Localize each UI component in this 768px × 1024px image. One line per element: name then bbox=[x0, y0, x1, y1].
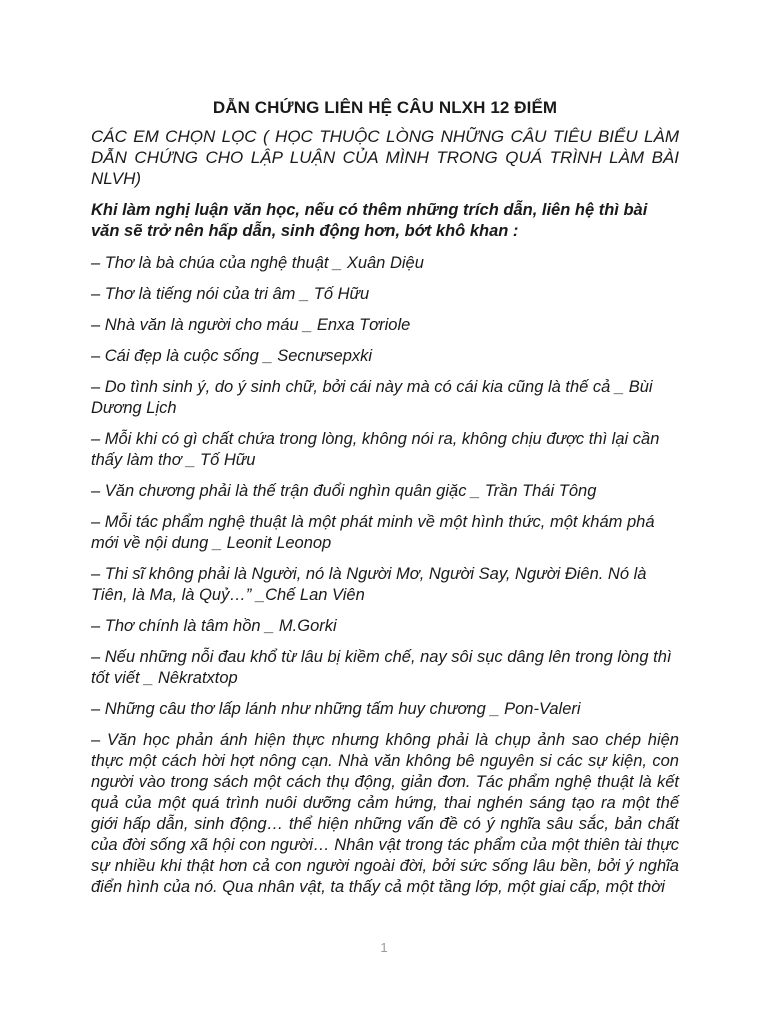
quote-item: – Nhà văn là người cho máu _ Enxa Tơriole bbox=[91, 316, 411, 334]
quote-item: – Mỗi khi có gì chất chứa trong lòng, không nói ra, không chịu được thì lại cần thấy làm thơ _ Tố Hữu bbox=[91, 430, 660, 469]
quote-item: – Thơ là bà chúa của nghệ thuật _ Xuân Diệu bbox=[91, 254, 424, 272]
document-body bbox=[91, 96, 679, 898]
quote-item: – Văn chương phải là thế trận đuổi nghìn quân giặc _ Trần Thái Tông bbox=[91, 482, 597, 500]
quote-item: – Nếu những nỗi đau khổ từ lâu bị kiềm chế, nay sôi sục dâng lên trong lòng thì tốt viết _ Nêkratxtop bbox=[91, 648, 672, 687]
quote-item: – Những câu thơ lấp lánh như những tấm huy chương _ Pon-Valeri bbox=[91, 700, 581, 718]
page-number: 1 bbox=[380, 940, 388, 955]
quote-item: – Mỗi tác phẩm nghệ thuật là một phát minh về một hình thức, một khám phá mới về nội dung _ Leonit Leonop bbox=[91, 513, 655, 552]
quote-item: – Thơ là tiếng nói của tri âm _ Tố Hữu bbox=[91, 285, 370, 303]
quote-item: – Thi sĩ không phải là Người, nó là Người Mơ, Người Say, Người Điên. Nó là Tiên, là Ma, là Quỷ…” _Chế Lan Viên bbox=[91, 565, 647, 604]
quote-item: – Cái đẹp là cuộc sống _ Secnưsepxki bbox=[91, 347, 373, 365]
quote-paragraph-long: – Văn học phản ánh hiện thực nhưng không phải là chụp ảnh sao chép hiện thực một cách hời hợt nông cạn. Nhà văn không bê nguyên si các sự kiện, con người vào trong sách một cách thụ động, giản đơn. Tác phẩm nghệ thuật là kết quả của một quá trình nuôi dưỡng cảm hứng, thai nghén sáng tạo ra một thế giới hấp dẫn, sinh động… thể hiện những vấn đề có ý nghĩa sâu sắc, bản chất của đời sống xã hội con người… Nhân vật trong tác phẩm của một thiên tài thực sự nhiều khi thật hơn cả con người ngoài đời, bởi sức sống lâu bền, bởi ý nghĩa điển hình của nó. Qua nhân vật, ta thấy cả một tầng lớp, một giai cấp, một thời bbox=[91, 731, 679, 896]
quote-item: – Thơ chính là tâm hồn _ M.Gorki bbox=[91, 617, 337, 635]
quote-item: – Do tình sinh ý, do ý sinh chữ, bởi cái này mà có cái kia cũng là thế cả _ Bùi Dương Lịch bbox=[91, 378, 653, 417]
document-title: DẪN CHỨNG LIÊN HỆ CÂU NLXH 12 ĐIỂM bbox=[212, 98, 558, 117]
document-subtitle: CÁC EM CHỌN LỌC ( HỌC THUỘC LÒNG NHỮNG CÂU TIÊU BIỂU LÀM DẪN CHỨNG CHO LẬP LUẬN CỦA MÌNH TRONG QUÁ TRÌNH LÀM BÀI NLVH) bbox=[91, 127, 679, 188]
intro-paragraph: Khi làm nghị luận văn học, nếu có thêm những trích dẫn, liên hệ thì bài văn sẽ trở nên hấp dẫn, sinh động hơn, bớt khô khan : bbox=[91, 201, 648, 240]
